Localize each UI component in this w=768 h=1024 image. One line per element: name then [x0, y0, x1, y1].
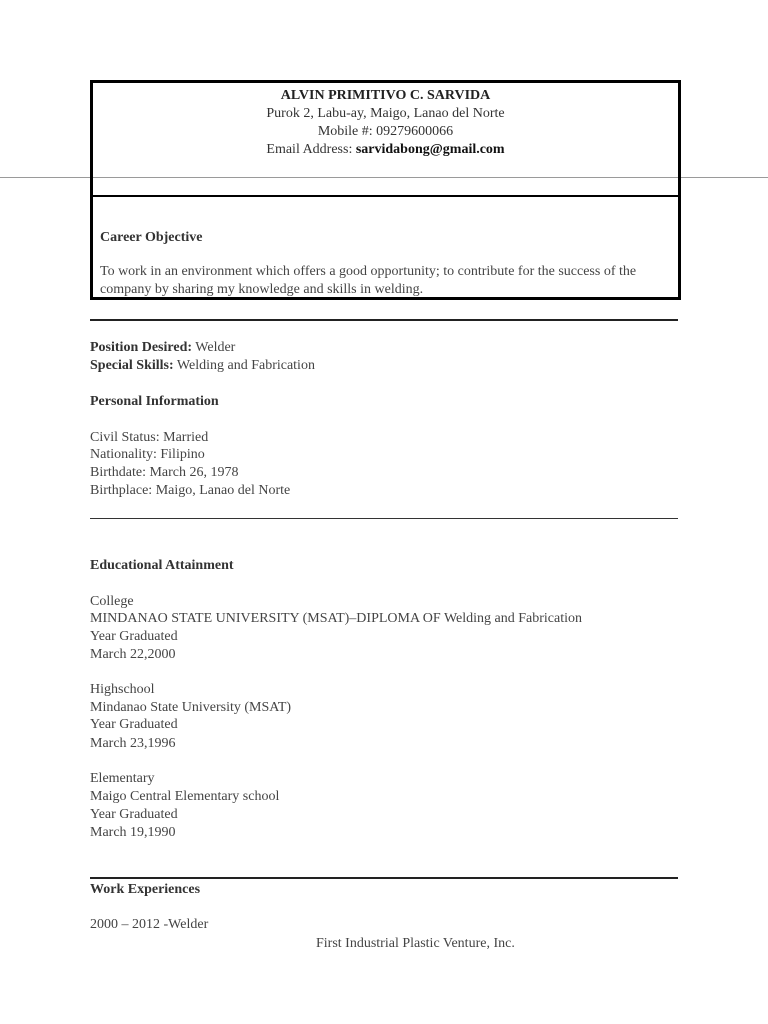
education-level: Elementary — [90, 771, 155, 786]
education-level: College — [90, 594, 134, 609]
career-objective-text: To work in an environment which offers a good opportunity; to contribute for the success of the company by sharing my knowledge and skills in welding. — [100, 264, 637, 297]
education-graduated-label: Year Graduated — [90, 629, 178, 644]
special-skills-value: Welding and Fabrication — [173, 358, 315, 373]
section-divider — [90, 518, 678, 519]
special-skills-label: Special Skills: — [90, 358, 174, 373]
applicant-name: ALVIN PRIMITIVO C. SARVIDA — [280, 88, 491, 103]
work-period: 2000 – 2012 -Welder — [90, 917, 209, 932]
education-graduated-label: Year Graduated — [90, 807, 178, 822]
education-school: Maigo Central Elementary school — [90, 789, 280, 804]
position-desired-label: Position Desired: — [90, 340, 193, 355]
education-date: March 22,2000 — [90, 647, 176, 662]
personal-information-heading: Personal Information — [90, 394, 219, 409]
education-date: March 23,1996 — [90, 736, 176, 751]
birthdate: Birthdate: March 26, 1978 — [90, 465, 239, 480]
education-graduated-label: Year Graduated — [90, 717, 178, 732]
applicant-address: Purok 2, Labu-ay, Maigo, Lanao del Norte — [266, 106, 505, 121]
career-objective-heading: Career Objective — [100, 230, 203, 245]
email-address-link[interactable]: sarvidabong@gmail.com — [355, 142, 505, 157]
applicant-email-line — [93, 141, 678, 159]
section-divider — [90, 319, 678, 321]
education-date: March 19,1990 — [90, 825, 176, 840]
nationality: Nationality: Filipino — [90, 447, 205, 462]
resume-header-box — [90, 80, 681, 300]
applicant-mobile: Mobile #: 09279600066 — [317, 124, 454, 139]
work-experiences-heading: Work Experiences — [90, 882, 201, 897]
email-label: Email Address: — [266, 142, 356, 157]
education-school: Mindanao State University (MSAT) — [90, 700, 292, 715]
section-divider — [90, 877, 678, 879]
civil-status: Civil Status: Married — [90, 430, 209, 445]
education-school: MINDANAO STATE UNIVERSITY (MSAT)–DIPLOMA OF Welding and Fabrication — [90, 611, 583, 626]
educational-attainment-heading: Educational Attainment — [90, 558, 234, 573]
education-level: Highschool — [90, 682, 155, 697]
position-desired — [90, 339, 235, 357]
birthplace: Birthplace: Maigo, Lanao del Norte — [90, 483, 291, 498]
work-company: First Industrial Plastic Venture, Inc. — [316, 936, 515, 951]
header-box-divider — [93, 195, 678, 197]
position-desired-value: Welder — [192, 340, 236, 355]
special-skills — [90, 357, 315, 375]
